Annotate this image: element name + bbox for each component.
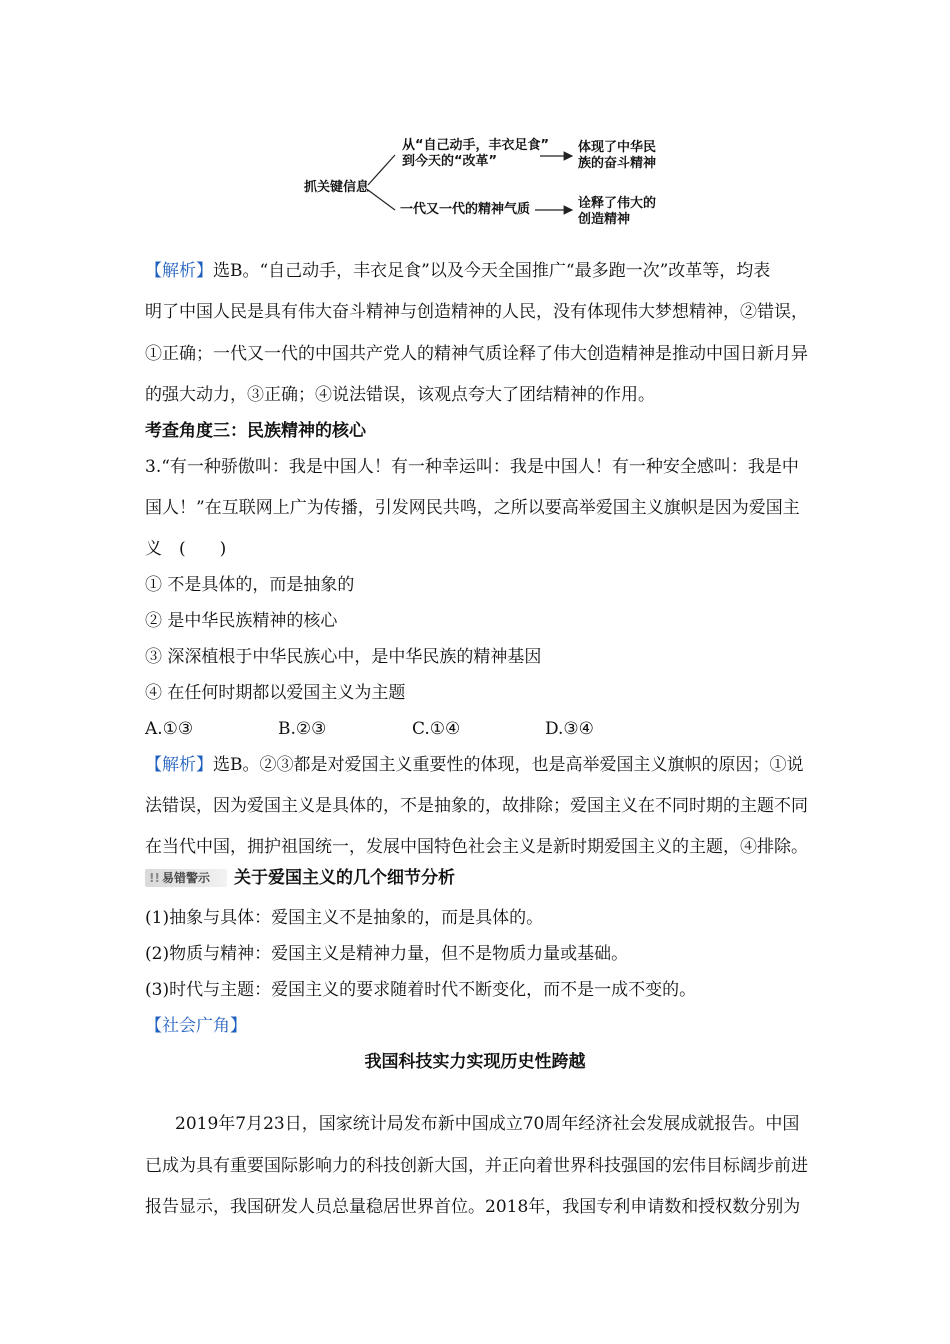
diagram-result1-line2: 族的奋斗精神 bbox=[578, 156, 657, 171]
diagram-branch1-line2: 到今天的“改革” bbox=[402, 154, 498, 169]
analysis2-line-1 bbox=[145, 753, 804, 777]
article-line-3: 报告显示，我国研发人员总量稳居世界首位。2018年，我国专利申请数和授权数分别为 bbox=[145, 1197, 801, 1217]
question-item-1: ① 不是具体的，而是抽象的 bbox=[145, 575, 355, 595]
section-heading: 考查角度三：民族精神的核心 bbox=[145, 421, 366, 441]
fork-upper-line bbox=[368, 155, 395, 185]
analysis1-line-1 bbox=[145, 259, 770, 283]
key-info-diagram bbox=[300, 130, 680, 230]
question-item-3: ③ 深深植根于中华民族心中，是中华民族的精神基因 bbox=[145, 647, 542, 667]
warning-badge bbox=[145, 869, 227, 887]
social-tag: 【社会广角】 bbox=[145, 1016, 247, 1036]
analysis2-line-3: 在当代中国，拥护祖国统一，发展中国特色社会主义是新时期爱国主义的主题，④排除。 bbox=[145, 837, 808, 857]
diagram-branch1-line1: 从“自己动手，丰衣足食” bbox=[402, 138, 550, 153]
option-d: D.③④ bbox=[545, 719, 594, 739]
question-line-1: 3.“有一种骄傲叫：我是中国人！有一种幸运叫：我是中国人！有一种安全感叫：我是中 bbox=[145, 457, 799, 477]
diagram-branch2: 一代又一代的精神气质 bbox=[400, 202, 531, 217]
exclamation-icon: !! bbox=[149, 871, 160, 885]
article-title: 我国科技实力实现历史性跨越 bbox=[364, 1052, 586, 1072]
analysis-tag: 【解析】 bbox=[145, 755, 213, 775]
question-item-2: ② 是中华民族精神的核心 bbox=[145, 611, 338, 631]
warning-item-1: (1)抽象与具体：爱国主义不是抽象的，而是具体的。 bbox=[145, 908, 544, 928]
warning-badge-label: 易错警示 bbox=[161, 871, 210, 885]
option-b: B.②③ bbox=[278, 719, 327, 739]
option-a: A.①③ bbox=[145, 719, 194, 739]
warning-item-2: (2)物质与精神：爱国主义是精神力量，但不是物质力量或基础。 bbox=[145, 944, 629, 964]
diagram-result2-line1: 诠释了伟大的 bbox=[578, 196, 657, 211]
diagram-result2-line2: 创造精神 bbox=[578, 212, 631, 227]
analysis1-line-2: 明了中国人民是具有伟大奋斗精神与创造精神的人民，没有体现伟大梦想精神，②错误， bbox=[145, 302, 808, 322]
article-line-1: 2019年7月23日，国家统计局发布新中国成立70周年经济社会发展成就报告。中国 bbox=[175, 1114, 800, 1134]
warning-item-3: (3)时代与主题：爱国主义的要求随着时代不断变化，而不是一成不变的。 bbox=[145, 980, 697, 1000]
analysis-tag: 【解析】 bbox=[145, 261, 213, 281]
diagram-root-label: 抓关键信息 bbox=[304, 180, 370, 195]
warning-title: 关于爱国主义的几个细节分析 bbox=[234, 868, 455, 888]
analysis2-line-2: 法错误，因为爱国主义是具体的，不是抽象的，故排除；爱国主义在不同时期的主题不同 bbox=[145, 796, 808, 816]
question-line-2: 国人！”在互联网上广为传播，引发网民共鸣，之所以要高举爱国主义旗帜是因为爱国主 bbox=[145, 498, 800, 518]
analysis1-line-4: 的强大动力，③正确；④说法错误，该观点夸大了团结精神的作用。 bbox=[145, 385, 655, 405]
question-line-3: 义 ( ) bbox=[145, 539, 227, 559]
analysis1-text: 选B。“自己动手，丰衣足食”以及今天全国推广“最多跑一次”改革等，均表 bbox=[213, 261, 771, 281]
question-item-4: ④ 在任何时期都以爱国主义为主题 bbox=[145, 683, 406, 703]
article-line-2: 已成为具有重要国际影响力的科技创新大国，并正向着世界科技强国的宏伟目标阔步前进 bbox=[145, 1156, 808, 1176]
diagram-result1-line1: 体现了中华民 bbox=[578, 140, 657, 155]
fork-lower-line bbox=[368, 190, 395, 210]
option-c: C.①④ bbox=[412, 719, 461, 739]
analysis2-text: 选B。②③都是对爱国主义重要性的体现，也是高举爱国主义旗帜的原因；①说 bbox=[213, 755, 804, 775]
analysis1-line-3: ①正确；一代又一代的中国共产党人的精神气质诠释了伟大创造精神是推动中国日新月异 bbox=[145, 344, 808, 364]
